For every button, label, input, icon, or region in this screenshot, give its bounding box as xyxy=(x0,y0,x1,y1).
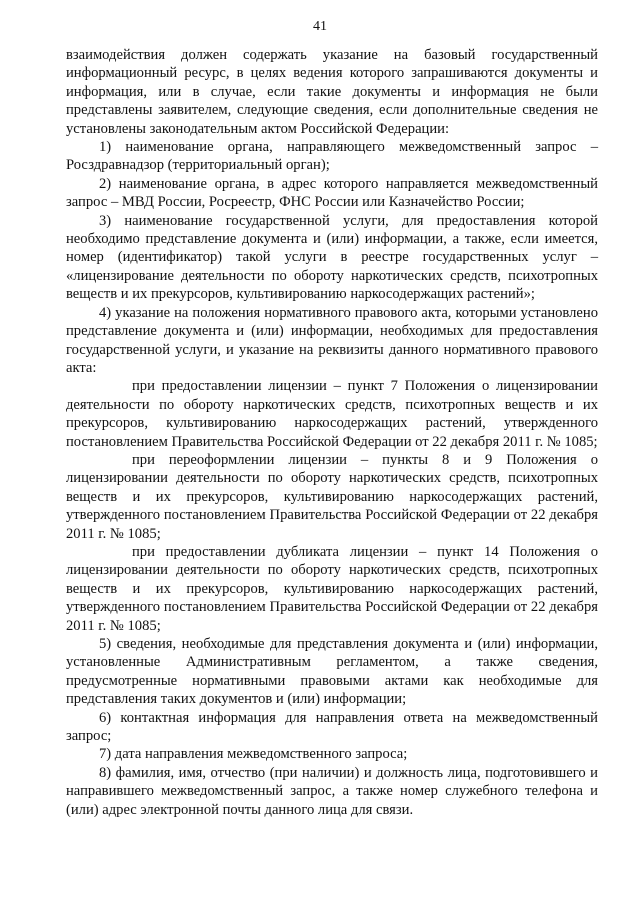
list-item-6: 6) контактная информация для направления ответа на межведомственный запрос; xyxy=(66,709,598,745)
sub-item-license-reissue: при переоформлении лицензии – пункты 8 и 9 Положения о лицензировании деятельности по обороту наркотических средств, психотропных веществ и их прекурсоров, культивированию наркосодержащих растений, утвержденного постановлением Правительства Российской Федерации от 22 декабря 2011 г. № 1085; xyxy=(66,451,598,542)
sub-item-license-duplicate: при предоставлении дубликата лицензии – пункт 14 Положения о лицензировании деятельности по обороту наркотических средств, психотропных веществ и их прекурсоров, культивированию наркосодержащих растений, утвержденного постановлением Правительства Российской Федерации от 22 декабря 2011 г. № 1085; xyxy=(66,543,598,634)
list-item-7: 7) дата направления межведомственного запроса; xyxy=(99,746,408,763)
list-item-4: 4) указание на положения нормативного правового акта, которыми установлено представление документа и (или) информации, необходимых для предоставления государственной услуги, и указание на реквизиты данного нормативного правового акта: xyxy=(66,304,598,376)
list-item-1: 1) наименование органа, направляющего межведомственный запрос – Росздравнадзор (территориальный орган); xyxy=(66,139,598,174)
list-item-5: 5) сведения, необходимые для представления документа и (или) информации, установленные Административным регламентом, а также сведения, предусмотренные нормативными правовыми актами как необходимые для представления таких документов и (или) информации; xyxy=(66,636,598,708)
sub-item-license-issue: при предоставлении лицензии – пункт 7 Положения о лицензировании деятельности по обороту наркотических средств, психотропных веществ и их прекурсоров, культивированию наркосодержащих растений, утвержденного постановлением Правительства Российской Федерации от 22 декабря 2011 г. № 1085; xyxy=(66,378,598,450)
list-item-2: 2) наименование органа, в адрес которого направляется межведомственный запрос – МВД России, Росреестр, ФНС России или Казначейство России; xyxy=(66,175,598,211)
page-number: 41 xyxy=(313,19,327,34)
list-item-8: 8) фамилия, имя, отчество (при наличии) и должность лица, подготовившего и направившего межведомственный запрос, а также номер служебного телефона и (или) адрес электронной почты данного лица для связи. xyxy=(66,764,598,818)
paragraph-intro: взаимодействия должен содержать указание на базовый государственный информационный ресурс, в целях ведения которого запрашиваются документы и информация, или в случае, если такие документы и информация не были представлены заявителем, следующие сведения, если дополнительные сведения не установлены законодательным актом Российской Федерации: xyxy=(66,47,598,137)
document-body xyxy=(66,46,598,819)
list-item-3: 3) наименование государственной услуги, для предоставления которой необходимо представление документа и (или) информации, а также, если имеется, номер (идентификатор) такой услуги в реестре государственных услуг – «лицензирование деятельности по обороту наркотических средств, психотропных веществ и их прекурсоров, культивированию наркосодержащих растений»; xyxy=(66,212,598,303)
